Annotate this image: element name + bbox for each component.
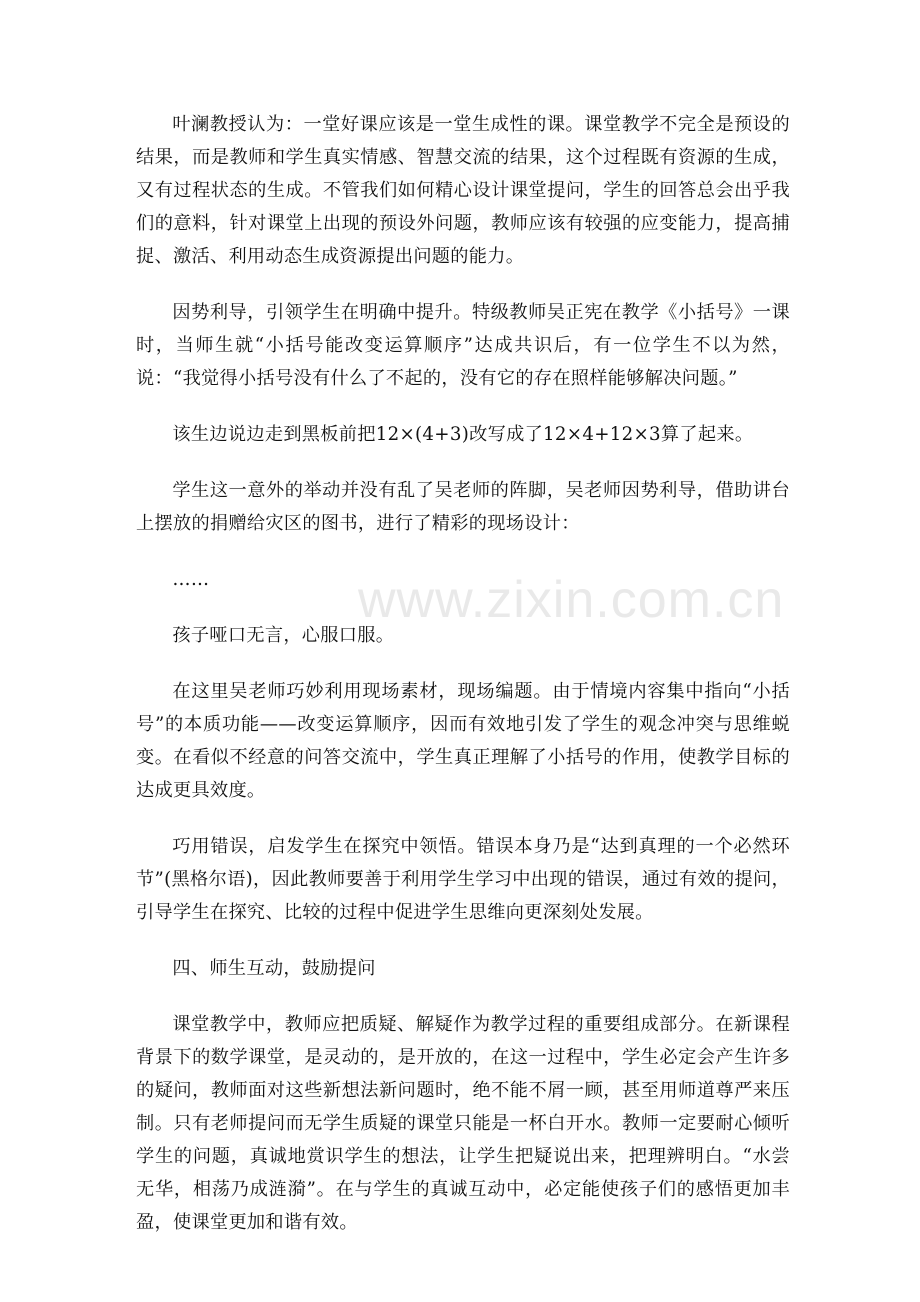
paragraph-intro: 叶澜教授认为：一堂好课应该是一堂生成性的课。课堂教学不完全是预设的结果，而是教师和学生真实情感、智慧交流的结果，这个过程既有资源的生成，又有过程状态的生成。不管我们如何精心设计课堂提问，学生的回答总会出乎我们的意料，针对课堂上出现的预设外问题，教师应该有较强的应变能力，提高捕捉、激活、利用动态生成资源提出问题的能力。 <box>136 114 790 267</box>
paragraph-teacher-response: 学生这一意外的举动并没有乱了吴老师的阵脚，吴老师因势利导，借助讲台上摆放的捐赠给灾区的图书，进行了精彩的现场设计： <box>136 480 790 534</box>
paragraph-questioning: 课堂教学中，教师应把质疑、解疑作为教学过程的重要组成部分。在新课程背景下的数学课堂，是灵动的，是开放的，在这一过程中，学生必定会产生许多的疑问，教师面对这些新想法新问题时，绝不能不屑一顾，甚至用师道尊严来压制。只有老师提问而无学生质疑的课堂只能是一杯白开水。教师一定要耐心倾听学生的问题，真诚地赏识学生的想法，让学生把疑说出来，把理辨明白。“水尝无华，相荡乃成涟漪”。在与学生的真诚互动中，必定能使孩子们的感悟更加丰盈，使课堂更加和谐有效。 <box>136 1014 790 1233</box>
paragraph-student-convinced: 孩子哑口无言，心服口服。 <box>172 625 395 646</box>
paragraph-errors: 巧用错误，启发学生在探究中领悟。错误本身乃是“达到真理的一个必然环节”(黑格尔语)，因此教师要善于利用学生学习中出现的错误，通过有效的提问，引导学生在探究、比较的过程中促进学生思维向更深刻处发展。 <box>136 836 790 923</box>
watermark: www.zixin.com.cn <box>358 571 785 629</box>
paragraph-ellipsis: …… <box>172 569 210 590</box>
paragraph-blackboard: 该生边说边走到黑板前把12×(4+3)改写成了12×4+12×3算了起来。 <box>172 424 754 445</box>
section-heading-interaction: 四、师生互动，鼓励提问 <box>172 958 376 979</box>
paragraph-analysis: 在这里吴老师巧妙利用现场素材，现场编题。由于情境内容集中指向“小括号”的本质功能——改变运算顺序，因而有效地引发了学生的观念冲突与思维蜕变。在看似不经意的问答交流中，学生真正理解了小括号的作用，使教学目标的达成更具效度。 <box>136 681 790 801</box>
document-body <box>136 108 790 1262</box>
paragraph-guidance: 因势利导，引领学生在明确中提升。特级教师吴正宪在教学《小括号》一课时，当师生就“小括号能改变运算顺序”达成共识后，有一位学生不以为然，说：“我觉得小括号没有什么了不起的，没有它的存在照样能够解决问题。” <box>136 302 790 389</box>
